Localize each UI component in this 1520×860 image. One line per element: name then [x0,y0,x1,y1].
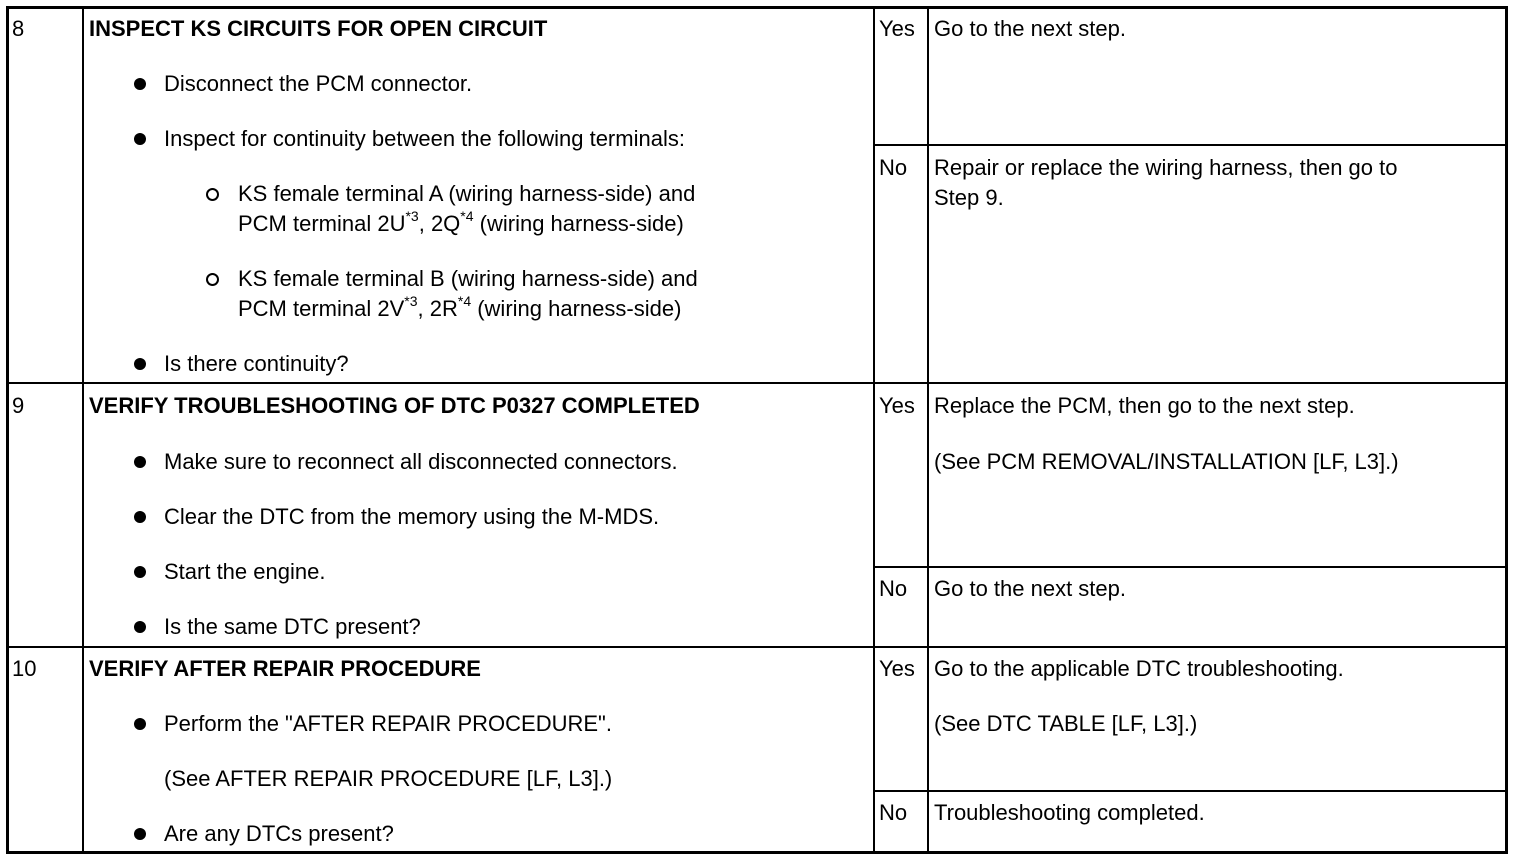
terminal-text: , 2R [417,296,458,321]
sub-instruction [238,209,684,239]
no-action: Go to the next step. [934,576,1127,601]
bullet-icon [134,566,146,578]
question: Is there continuity? [164,351,349,376]
row-divider [6,646,1508,648]
bullet-icon [134,456,146,468]
bullet-icon [134,621,146,633]
no-action: Step 9. [934,185,1004,210]
step-title: VERIFY TROUBLESHOOTING OF DTC P0327 COMPLETED [89,393,700,418]
question: Is the same DTC present? [164,614,421,639]
question: Are any DTCs present? [164,821,394,846]
yes-label: Yes [879,393,915,418]
cross-reference: (See AFTER REPAIR PROCEDURE [LF, L3].) [164,766,613,791]
yes-action: Go to the applicable DTC troubleshooting. [934,656,1344,681]
no-label: No [879,155,908,180]
instruction: Perform the "AFTER REPAIR PROCEDURE". [164,711,612,736]
column-divider-step [82,6,84,854]
column-divider-result [927,6,929,854]
step-title: VERIFY AFTER REPAIR PROCEDURE [89,656,481,681]
bullet-icon [134,511,146,523]
bullet-icon [134,718,146,730]
footnote-mark: *4 [460,207,474,224]
terminal-text: PCM terminal 2V [238,296,405,321]
step-number: 8 [12,16,25,41]
bullet-icon [134,358,146,370]
no-action: Repair or replace the wiring harness, then go to [934,155,1398,180]
cross-reference: (See PCM REMOVAL/INSTALLATION [LF, L3].) [934,449,1399,474]
yes-label: Yes [879,656,915,681]
footnote-mark: *3 [404,292,418,309]
no-label: No [879,576,908,601]
instruction: Clear the DTC from the memory using the M-MDS. [164,504,660,529]
footnote-mark: *3 [405,207,419,224]
instruction: Start the engine. [164,559,326,584]
instruction: Disconnect the PCM connector. [164,71,473,96]
instruction: Inspect for continuity between the following terminals: [164,126,685,151]
terminal-text: (wiring harness-side) [471,296,682,321]
bullet-icon [134,133,146,145]
sub-instruction: KS female terminal B (wiring harness-side) and [238,266,698,291]
bullet-icon [134,78,146,90]
cross-reference: (See DTC TABLE [LF, L3].) [934,711,1198,736]
sub-instruction [238,294,681,324]
footnote-mark: *4 [457,292,472,309]
terminal-text: (wiring harness-side) [473,211,684,236]
no-label: No [879,800,908,825]
row-divider [6,382,1508,384]
yes-no-divider [873,144,1508,146]
sub-bullet-icon [206,273,219,286]
yes-no-divider [873,790,1508,792]
no-action: Troubleshooting completed. [934,800,1205,825]
step-number: 10 [12,656,37,681]
terminal-text: PCM terminal 2U [238,211,406,236]
column-divider-answer [873,6,875,854]
yes-action: Replace the PCM, then go to the next step. [934,393,1355,418]
yes-no-divider [873,566,1508,568]
sub-instruction: KS female terminal A (wiring harness-side) and [238,181,696,206]
step-number: 9 [12,393,25,418]
step-title: INSPECT KS CIRCUITS FOR OPEN CIRCUIT [89,16,548,41]
terminal-text: , 2Q [418,211,461,236]
bullet-icon [134,828,146,840]
sub-bullet-icon [206,188,219,201]
yes-action: Go to the next step. [934,16,1127,41]
instruction: Make sure to reconnect all disconnected connectors. [164,449,678,474]
yes-label: Yes [879,16,915,41]
